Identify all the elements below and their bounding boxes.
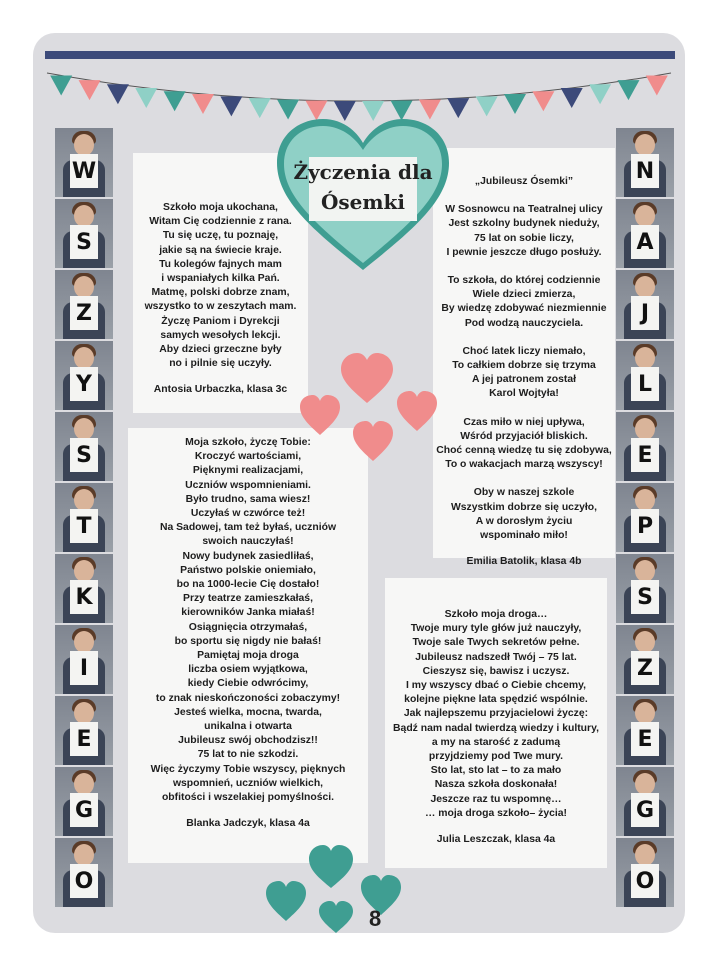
student-photo (616, 412, 674, 481)
student-photo (55, 625, 113, 694)
signature: Blanka Jadczyk, klasa 4a (186, 818, 310, 830)
poem-batolik: „Jubileusz Ósemki” W Sosnowcu na Teatralnej ulicy Jest szkolny budynek nieduży, 75 lat on sobie liczy, I pewnie jeszcze długo posłuży. To szkoła, do której codziennie Wiele dzieci zmierza, By wiedzę zdobywać niezmiennie Pod wodzą nauczyciela. Choć latek liczy niemało, To całkiem dobrze się trzyma A jej patronem został Karol Wojtyła! Czas miło w niej upływa, Wśród przyjaciół bliskich. Choć cenną wiedzę tu się zdobywa, To o wakacjach marzą wszyscy! Oby w naszej szkole Wszystkim dobrze się uczyło, A w dorosłym życiu wspominało miło! Emilia Batolik, klasa 4b (433, 175, 615, 569)
letter-card: L (631, 367, 659, 401)
letter-card: I (70, 651, 98, 685)
bunting-flag (192, 94, 214, 114)
letter-card: N (631, 154, 659, 188)
bunting-flag (50, 75, 72, 95)
bunting-flag (561, 88, 583, 108)
poem-jadczyk: Moja szkoło, życzę Tobie: Kroczyć wartościami, Pięknymi realizacjami, Uczniów wspomnieniami. Było trudno, sama wiesz! Uczyłaś w czwórce też! Na Sadowej, tam też byłaś, uczniów swoich nauczyłaś! Nowy budynek zasiedliłaś, Państwo polskie oniemiało, bo na 1000-lecie Cię dostało! Przy teatrze zamieszkałaś, kierowników Janka miałaś! Osiągnięcia otrzymałaś, bo sportu się nigdy nie bałaś! Pamiętaj moja droga liczba osiem wyjątkowa, kiedy Ciebie odwrócimy, to znak nieskończoności zobaczymy! Jesteś wielka, mocna, twarda, unikalna i otwarta Jubileusz swój obchodzisz!! 75 lat to nie szkodzi. Więc życzymy Tobie wszyscy, pięknych wspomnień, uczniów wielkich, obfitości i wszelakiej pomyślności. Blanka Jadczyk, klasa 4a (128, 436, 368, 831)
letter-card: A (631, 225, 659, 259)
bunting-flag (646, 75, 668, 95)
letter-card: E (70, 722, 98, 756)
student-photo (55, 838, 113, 907)
teal-hearts-decoration (261, 833, 411, 933)
letter-card: Z (70, 296, 98, 330)
photo-column-left (55, 128, 113, 909)
signature: Julia Leszczak, klasa 4a (436, 834, 556, 846)
student-photo (55, 767, 113, 836)
student-photo (616, 483, 674, 552)
poem-leszczak: Szkoło moja droga… Twoje mury tyle głów już nauczyły, Twoje sale Twych sekretów pełne. Jubileusz nadszedł Twój – 75 lat. Cieszysz się, bawisz i uczysz. I my wszyscy dbać o Ciebie chcemy, kolejne piękne lata spędzić wspólnie. Jak najlepszemu przyjacielowi życzę: Bądź nam nadal twierdzą wiedzy i kultury, a my na starość z zadumą przyjdziemy pod Twe mury. Sto lat, sto lat – to za mało Nasza szkoła doskonała! Jeszcze raz tu wspomnę… … moja droga szkoło– życia! Julia Leszczak, klasa 4a (385, 608, 607, 847)
student-photo (55, 483, 113, 552)
poem-urbaczka: Szkoło moja ukochana, Witam Cię codziennie z rana. Tu się uczę, tu poznaję, jakie są na świecie kraje. Tu kolegów fajnych mam i wspaniałych kilka Pań. Matmę, polski dobrze znam, wszystko to w zeszytach mam. Życzę Paniom i Dyrekcji samych wesołych lekcji. Aby dzieci grzeczne były no i pilnie się uczyły. Antosia Urbaczka, klasa 3c (133, 201, 308, 398)
magazine-page (33, 33, 685, 933)
bunting-flag (107, 84, 129, 104)
student-photo (55, 412, 113, 481)
bunting-flag (617, 80, 639, 100)
student-photo (55, 696, 113, 765)
student-photo (55, 128, 113, 197)
letter-card: Z (631, 651, 659, 685)
bunting-flag (135, 88, 157, 108)
student-photo (616, 696, 674, 765)
student-photo (55, 554, 113, 623)
student-photo (616, 199, 674, 268)
letter-card: E (631, 438, 659, 472)
letter-card: G (631, 793, 659, 827)
bunting-flag (504, 94, 526, 114)
student-photo (55, 341, 113, 410)
student-photo (616, 554, 674, 623)
signature: Emilia Batolik, klasa 4b (466, 556, 582, 568)
letter-card: P (631, 509, 659, 543)
letter-card: E (631, 722, 659, 756)
page-title: Życzenia dla Ósemki (293, 160, 433, 214)
letter-card: W (70, 154, 98, 188)
bunting-flag (164, 91, 186, 111)
bunting-flag (79, 80, 101, 100)
student-photo (616, 767, 674, 836)
letter-card: T (70, 509, 98, 543)
signature: Antosia Urbaczka, klasa 3c (153, 384, 288, 396)
letter-card: O (631, 864, 659, 898)
page-number: 8 (369, 906, 382, 931)
letter-card: S (70, 438, 98, 472)
letter-card: Y (70, 367, 98, 401)
bunting-flag (249, 98, 271, 118)
student-photo (616, 838, 674, 907)
letter-card: S (70, 225, 98, 259)
bunting-flag (476, 96, 498, 116)
student-photo (55, 199, 113, 268)
top-bar (45, 51, 675, 59)
letter-card: S (631, 580, 659, 614)
bunting-flag (220, 96, 242, 116)
student-photo (616, 270, 674, 339)
letter-card: K (70, 580, 98, 614)
poem-title: „Jubileusz Ósemki” (474, 176, 574, 187)
letter-card: G (70, 793, 98, 827)
photo-column-right (616, 128, 674, 909)
student-photo (55, 270, 113, 339)
letter-card: O (70, 864, 98, 898)
bunting-flag (532, 91, 554, 111)
student-photo (616, 128, 674, 197)
student-photo (616, 341, 674, 410)
letter-card: J (631, 296, 659, 330)
student-photo (616, 625, 674, 694)
bunting-flag (589, 84, 611, 104)
